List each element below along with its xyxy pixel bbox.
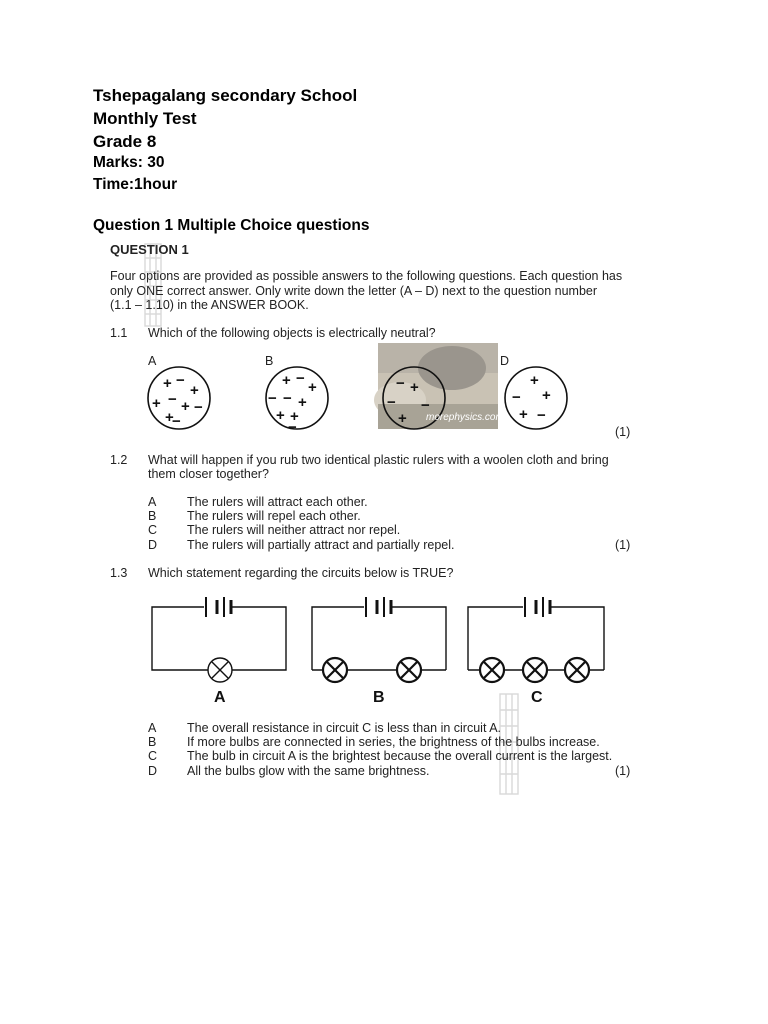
q1-1-text: Which of the following objects is electrically neutral? <box>148 326 436 340</box>
q1-1-option-label-a: A <box>148 354 157 368</box>
circuit-c-label: C <box>531 689 543 706</box>
q1-3-mark: (1) <box>615 764 631 778</box>
watermark-text: morephysics.com <box>426 412 504 423</box>
q1-2-option-c-text: The rulers will neither attract nor repel. <box>187 523 401 537</box>
q1-1-mark: (1) <box>615 425 631 439</box>
svg-text:+: + <box>165 409 174 426</box>
test-title: Monthly Test <box>93 109 197 128</box>
svg-text:−: − <box>176 372 185 389</box>
svg-text:+: + <box>152 395 161 412</box>
svg-text:−: − <box>387 394 396 411</box>
svg-text:+: + <box>410 379 419 396</box>
q1-3-option-c-text: The bulb in circuit A is the brightest because the overall current is the largest. <box>187 749 613 763</box>
q1-2-option-d-text: The rulers will partially attract and partially repel. <box>187 538 455 552</box>
marks-label: Marks: 30 <box>93 154 165 171</box>
svg-text:−: − <box>537 407 546 424</box>
section-title: Question 1 Multiple Choice questions <box>93 217 370 234</box>
q1-3-circuit-diagrams <box>140 585 620 710</box>
q1-1-number: 1.1 <box>110 326 128 340</box>
svg-text:+: + <box>298 394 307 411</box>
q1-1-option-label-b: B <box>265 354 274 368</box>
q1-3-option-d-letter: D <box>148 764 158 778</box>
svg-text:+: + <box>181 398 190 415</box>
svg-text:−: − <box>283 390 292 407</box>
svg-text:−: − <box>421 397 430 414</box>
svg-text:−: − <box>288 419 297 435</box>
q1-3-option-a-letter: A <box>148 721 157 735</box>
q1-2-option-b-letter: B <box>148 509 157 523</box>
q1-2-number: 1.2 <box>110 453 128 467</box>
q1-2-option-d-letter: D <box>148 538 158 552</box>
svg-text:−: − <box>172 413 181 430</box>
q1-1-option-label-d: D <box>500 354 510 368</box>
svg-text:−: − <box>168 391 177 408</box>
svg-text:+: + <box>290 408 299 425</box>
question-heading: QUESTION 1 <box>110 242 189 257</box>
svg-text:+: + <box>398 410 407 427</box>
instruction-line-2: only ONE correct answer. Only write down the letter (A – D) next to the question number <box>110 284 598 298</box>
tower-watermark-icon <box>494 688 524 798</box>
q1-3-option-c-letter: C <box>148 749 158 763</box>
circuit-b-label: B <box>373 689 385 706</box>
svg-text:+: + <box>190 382 199 399</box>
q1-3-number: 1.3 <box>110 566 128 580</box>
grade-label: Grade 8 <box>93 132 157 151</box>
svg-text:−: − <box>512 389 521 406</box>
q1-3-option-b-text: If more bulbs are connected in series, the brightness of the bulbs increase. <box>187 735 600 749</box>
q1-2-mark: (1) <box>615 538 631 552</box>
svg-text:+: + <box>530 372 539 389</box>
q1-2-option-c-letter: C <box>148 523 158 537</box>
svg-text:+: + <box>542 387 551 404</box>
instruction-line-1: Four options are provided as possible answers to the following questions. Each question has <box>110 269 623 283</box>
circuit-a-diagram <box>152 597 286 682</box>
svg-text:−: − <box>396 375 405 392</box>
time-label: Time:1hour <box>93 176 178 193</box>
svg-text:−: − <box>268 390 277 407</box>
circuit-b-diagram <box>312 597 446 682</box>
svg-text:+: + <box>163 375 172 392</box>
svg-text:+: + <box>282 372 291 389</box>
svg-text:−: − <box>194 399 203 416</box>
q1-2-option-a-text: The rulers will attract each other. <box>187 495 368 509</box>
tower-watermark-icon <box>140 238 166 330</box>
svg-text:+: + <box>276 407 285 424</box>
q1-3-option-d-text: All the bulbs glow with the same brightness. <box>187 764 430 778</box>
q1-3-option-b-letter: B <box>148 735 157 749</box>
q1-2-option-a-letter: A <box>148 495 157 509</box>
school-name: Tshepagalang secondary School <box>93 86 358 105</box>
q1-2-text-line-1: What will happen if you rub two identical plastic rulers with a woolen cloth and bring <box>148 453 609 467</box>
svg-text:+: + <box>519 406 528 423</box>
instruction-line-3: (1.1 – 1.10) in the ANSWER BOOK. <box>110 298 309 312</box>
q1-1-charge-diagrams <box>140 340 580 435</box>
q1-3-option-a-text: The overall resistance in circuit C is less than in circuit A. <box>187 721 502 735</box>
svg-text:−: − <box>296 370 305 387</box>
q1-3-text: Which statement regarding the circuits below is TRUE? <box>148 566 454 580</box>
circuit-a-label: A <box>214 689 226 706</box>
q1-2-option-b-text: The rulers will repel each other. <box>187 509 361 523</box>
circuit-c-diagram <box>468 597 604 682</box>
q1-2-text-line-2: them closer together? <box>148 467 269 481</box>
svg-text:+: + <box>308 379 317 396</box>
